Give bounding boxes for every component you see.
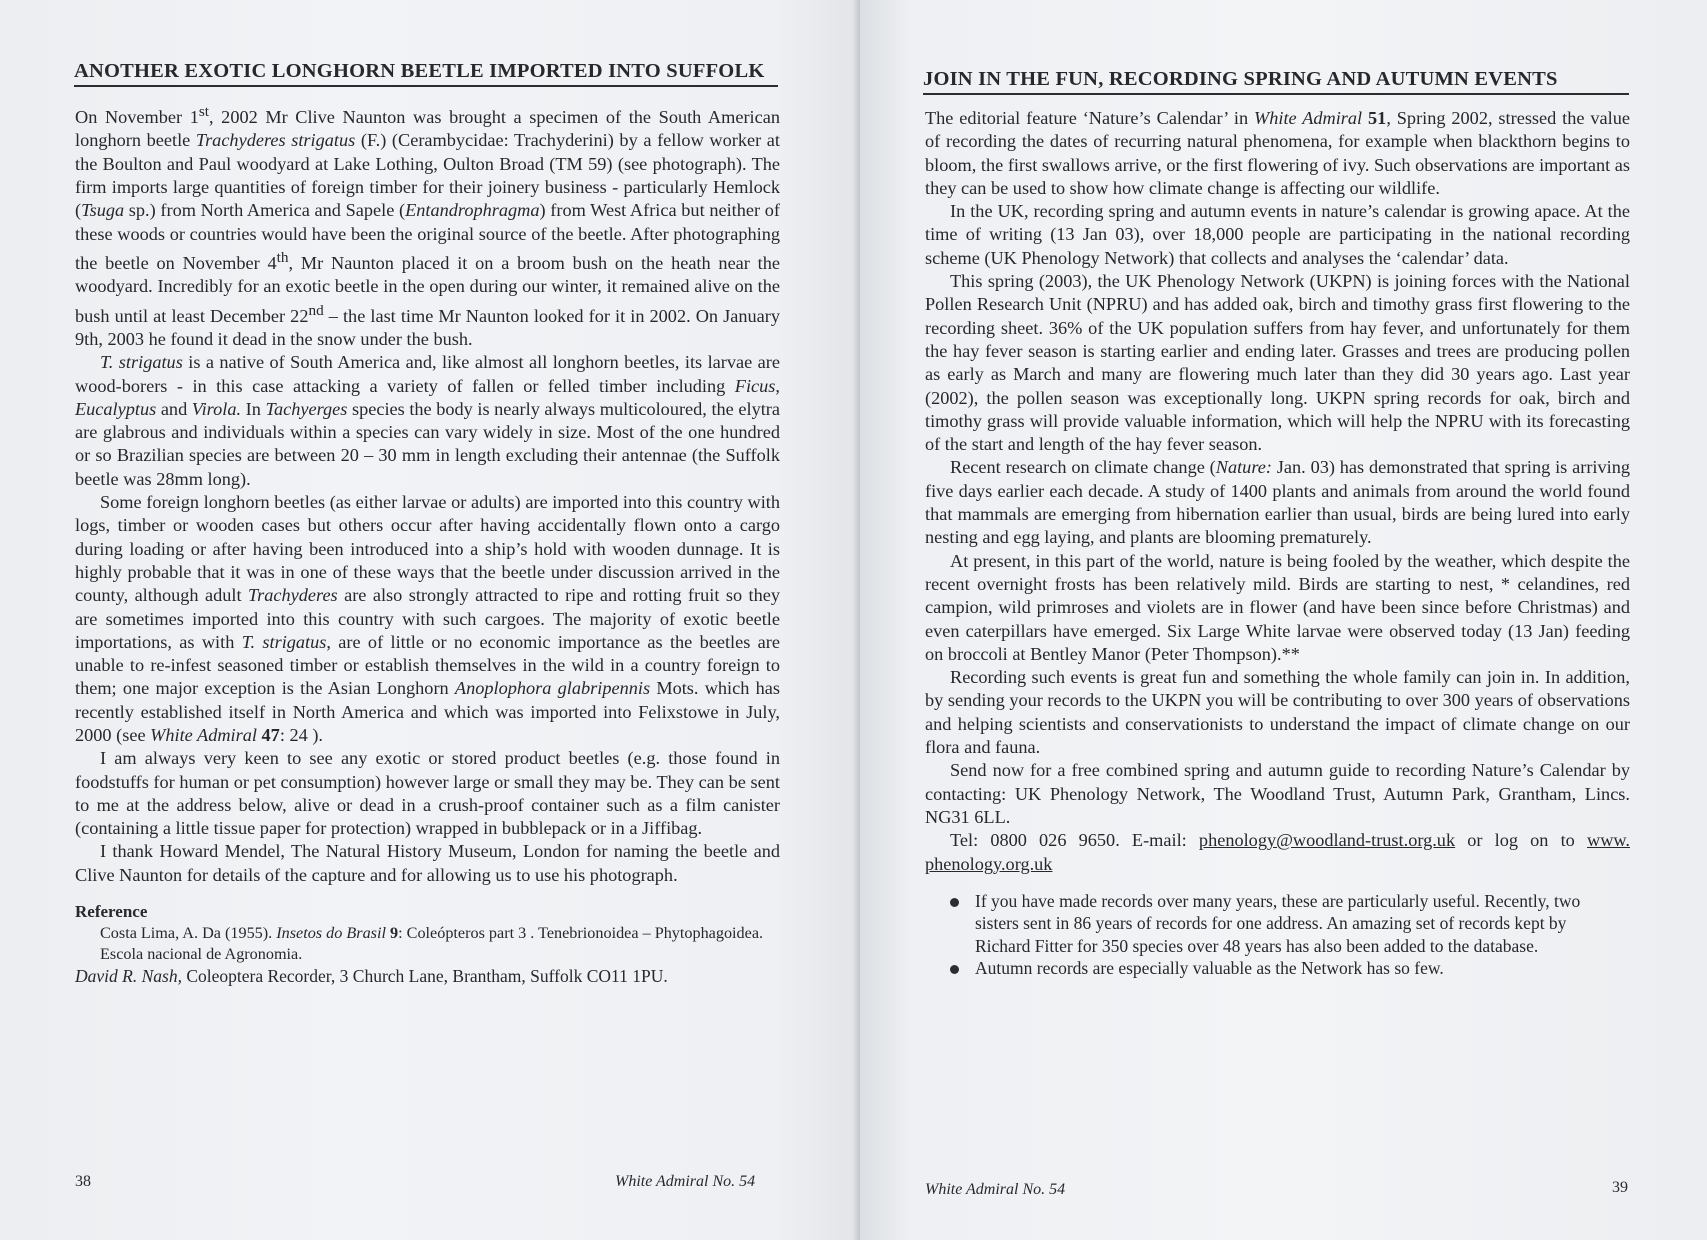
text: Jan. 03) has demonstrated that spring is arriving five days earlier each decade. A study of 1400 plants and animals from around the world found that mammals are emerging from hibernation earlier than usual, birds are being lured into early nesting and egg laying, and plants are blooming prematurely. [925, 457, 1630, 548]
species-name: Tsuga [81, 200, 125, 221]
paragraph: Recording such events is great fun and something the whole family can join in. In addition, by sending your records to the UKPN you will be contributing to over 300 years of observations and helping scientists and conservationists to understand the impact of climate change on our flora and fauna. [925, 667, 1630, 758]
superscript: st [198, 103, 210, 120]
text: , 2002 Mr Clive Naunton was brought a specimen of the South American longhorn beetle [75, 107, 780, 151]
journal-name: Nature: [1215, 457, 1272, 478]
text: : 24 ). [279, 725, 323, 745]
page-title: ANOTHER EXOTIC LONGHORN BEETLE IMPORTED INTO SUFFOLK [74, 60, 778, 87]
text: In [241, 398, 266, 419]
website-link[interactable]: www. phenology.org.uk [925, 830, 1630, 874]
text: (F.) (Cerambycidae: Trachyderini) by a fellow worker at the Boulton and Paul woodyard at Lake Lothing, Oulton Broad (TM 59) (see photograph). The firm imports large quantities of foreign timber for their joinery business - particularly Hemlock ( [75, 130, 780, 221]
paragraph: I am always very keen to see any exotic or stored product beetles (e.g. those found in foodstuffs for human or pet consumption) however large or small they may be. They can be sent to me at the address below, alive or dead in a crush-proof container such as a film canister (containing a little tissue paper for protection) wrapped in bubblepack or in a Jiffibag. [75, 748, 780, 839]
text: : Coleópteros part 3 . Tenebrionoidea – Phytophagoidea. Escola nacional de Agronomia. [100, 924, 764, 964]
volume-number: 47 [256, 725, 280, 745]
journal-name: White Admiral [1254, 108, 1363, 128]
text: Some foreign longhorn beetles (as either larvae or adults) are imported into this country with logs, timber or wooden cases but others occur after having accidentally flown onto a cargo during loading or after having been introduced into a ship’s hold with wooden dunnage. It is highly probable that it was in one of these ways that the beetle under discussion arrived in the county, although adult [75, 492, 780, 606]
paragraph [925, 107, 1630, 200]
species-name: Trachyderes [247, 585, 338, 606]
page-number: 39 [1612, 1179, 1628, 1196]
text: , are of little or no economic importance as the beetles are unable to re-infest seasoned timber or establish themselves in the wild in a country foreign to them; one major exception is the Asian Longhorn [75, 631, 781, 699]
species-name: Ficus [734, 375, 776, 396]
text: is a native of South America and, like almost all longhorn beetles, its larvae are wood-borers - in this case attacking a variety of fallen or felled timber including [75, 352, 780, 396]
running-footer: White Admiral No. 54 [925, 1181, 1066, 1198]
text: Coleoptera Recorder, 3 Church Lane, Brantham, Suffolk CO11 1PU. [181, 966, 668, 987]
superscript: nd [308, 301, 324, 319]
text: If you have made records over many years, these are particularly useful. Recently, two sisters sent in 86 years of records for one address. An amazing set of records kept by Richard Fitter for 350 species over 48 years has also been added to the database. [975, 890, 1581, 956]
paragraph [925, 456, 1630, 549]
species-name: Virola. [191, 398, 242, 419]
text: Mots. which has recently established itself in North America and which was imported into Felixstowe in July, 2000 (see [75, 678, 781, 745]
paragraph: This spring (2003), the UK Phenology Network (UKPN) is joining forces with the National Pollen Research Unit (NPRU) and has added oak, birch and timothy grass first flowering to the recording sheet. 36% of the UK population suffers from hay fever, and unfortunately for them the hay fever season is starting earlier and ending later. Grasses and trees are producing pollen as early as March and many are flowering much later than they did 30 years ago. Last year (2002), the pollen season was exceptionally long. UKPN spring records for oak, birch and timothy grass will provide valuable information, which will help the NPRU with its forecasting of the start and length of the hay fever season. [925, 271, 1630, 455]
text: , Mr Naunton placed it on a broom bush on the heath near the woodyard. Incredibly for an exotic beetle in the open during our winter, it remained alive on the bush until at least December 22 [75, 252, 780, 326]
running-footer: White Admiral No. 54 [615, 1173, 756, 1190]
text: species the body is nearly always multicoloured, the elytra are glabrous and individuals within a species can vary widely in size. Most of the one hundred or so Brazilian species are between 20 – 30 mm in length excluding their antennae (the Suffolk beetle was 28mm long). [75, 398, 780, 489]
reference-entry [75, 923, 780, 965]
email-link[interactable]: phenology@woodland-trust.org.uk [1198, 830, 1456, 851]
journal-name: White Admiral [150, 725, 257, 745]
text: Tel: 0800 026 9650. E-mail: [950, 830, 1199, 851]
species-name: Tachyerges [265, 398, 348, 419]
text: sp.) from North America and Sapele ( [124, 200, 406, 221]
species-name: Eucalyptus [75, 398, 157, 419]
list-item [925, 890, 1630, 958]
text: – the last time Mr Naunton looked for it in 2002. On January 9th, 2003 he found it dead in the snow under the bush. [75, 305, 780, 349]
page-title: JOIN IN THE FUN, RECORDING SPRING AND AUTUMN EVENTS [923, 68, 1629, 95]
article-body [75, 100, 780, 987]
author-name: David R. Nash, [75, 966, 182, 987]
text: Recent research on climate change ( [950, 457, 1216, 478]
volume-number: 51 [1362, 108, 1387, 128]
species-name: T. strigatus [100, 352, 183, 373]
text: Autumn records are especially valuable as the Network has so few. [975, 958, 1444, 979]
text: or log on to [1455, 830, 1587, 851]
paragraph [925, 829, 1630, 876]
right-page [860, 0, 1707, 1240]
page-number: 38 [75, 1173, 91, 1190]
reference-heading: Reference [75, 902, 148, 922]
paragraph: At present, in this part of the world, nature is being fooled by the weather, which despite the recent overnight frosts has been relatively mild. Birds are starting to nest, * celandines, red campion, wild primroses and violets are in flower (and have been since before Christmas) and even caterpillars have emerged. Six Large White larvae were observed today (13 Jan) feeding on broccoli at Bentley Manor (Peter Thompson).** [925, 550, 1630, 664]
author-signature [75, 965, 780, 987]
paragraph: Send now for a free combined spring and autumn guide to recording Nature’s Calendar by contacting: UK Phenology Network, The Woodland Trust, Autumn Park, Grantham, Lincs. NG31 6LL. [925, 760, 1630, 827]
bullet-list [925, 890, 1630, 980]
bullet-icon [950, 965, 959, 974]
paragraph [75, 491, 780, 747]
species-name: Entandrophragma [405, 200, 540, 221]
article-body [925, 107, 1630, 980]
paragraph [75, 100, 780, 351]
paragraph: In the UK, recording spring and autumn events in nature’s calendar is growing apace. At the time of writing (13 Jan 03), over 18,000 people are participating in the national recording scheme (UK Phenology Network) that collects and analyses the ‘calendar’ data. [925, 201, 1630, 268]
text: , [775, 375, 780, 396]
species-name: T. strigatus [241, 631, 327, 652]
text: are also strongly attracted to ripe and rotting fruit so they are sometimes imported into this country with such cargoes. The majority of exotic beetle importations, as with [75, 585, 780, 652]
species-name: Anoplophora glabripennis [454, 678, 651, 699]
list-item [925, 957, 1630, 980]
text: On November 1 [75, 107, 199, 128]
volume-number: 9 [385, 924, 399, 943]
species-name: Trachyderes strigatus [195, 130, 356, 151]
text: Costa Lima, A. Da (1955). [100, 924, 277, 943]
text: and [156, 398, 192, 419]
text: ) from West Africa but neither of these woods or countries would have been the original source of the beetle. After photographing the beetle on November 4 [75, 200, 780, 273]
book-title: Insetos do Brasil [276, 924, 386, 943]
paragraph: I thank Howard Mendel, The Natural History Museum, London for naming the beetle and Clive Naunton for details of the capture and for allowing us to use his photograph. [75, 841, 780, 885]
bullet-icon [950, 898, 959, 907]
text: , Spring 2002, stressed the value of recording the dates of recurring natural phenomena, for example when blackthorn begins to bloom, the first swallows arrive, or the first flowering of ivy. Such observations are important as they can be used to show how climate change is affecting our wildlife. [925, 108, 1630, 198]
paragraph [75, 351, 780, 491]
superscript: th [276, 248, 289, 266]
text: The editorial feature ‘Nature’s Calendar’ in [925, 108, 1255, 128]
